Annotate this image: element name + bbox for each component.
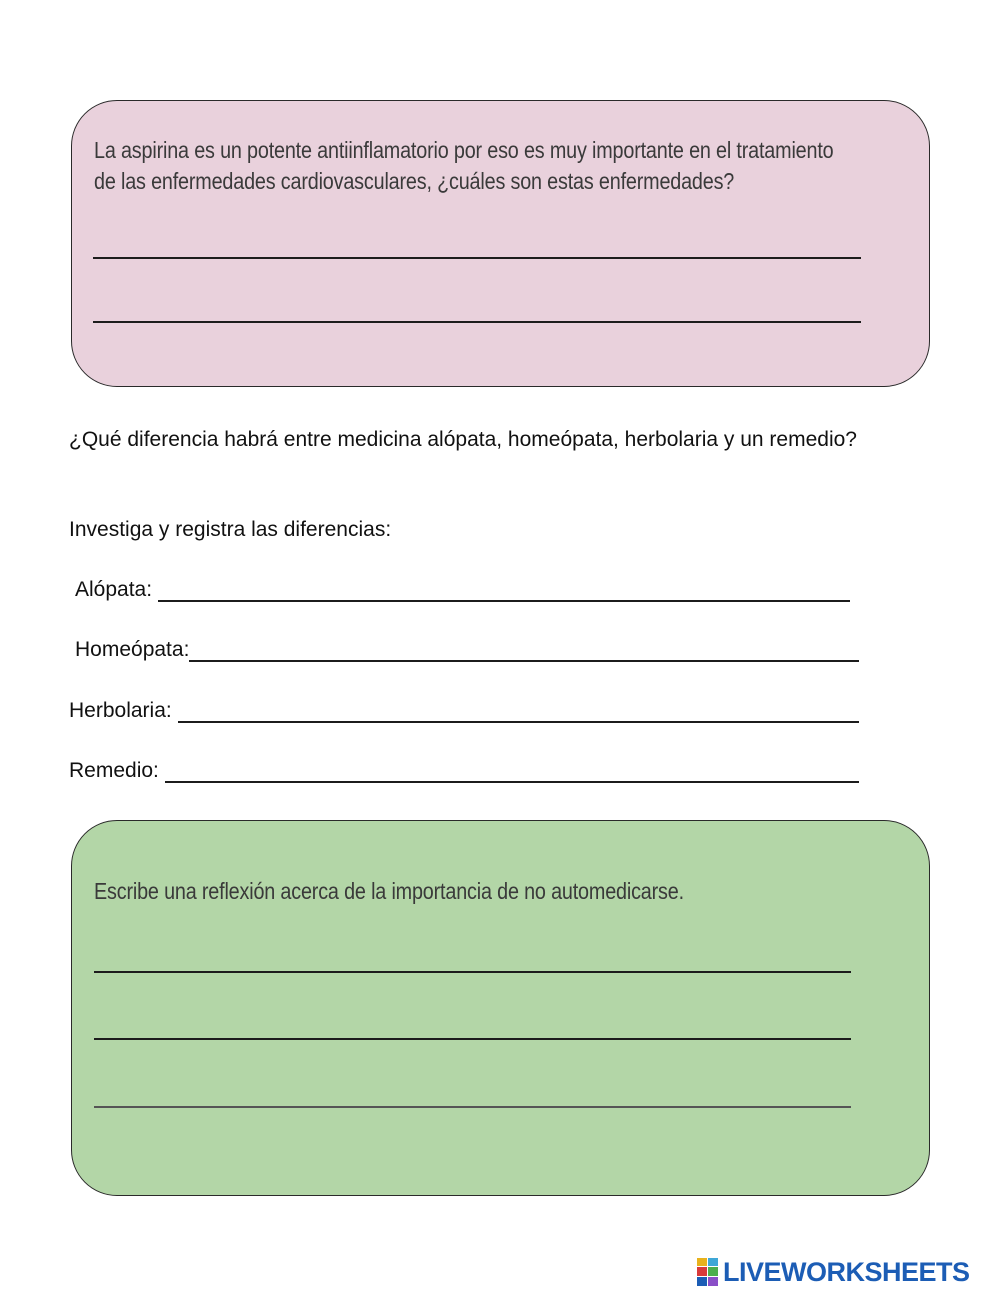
field-label: Alópata:: [75, 578, 153, 601]
answer-line-1[interactable]: [94, 971, 851, 973]
self-medication-reflection-box: [71, 820, 930, 1196]
field-label: Homeópata:: [75, 638, 190, 661]
answer-line-3[interactable]: [94, 1106, 851, 1108]
field-label: Herbolaria:: [69, 699, 172, 722]
answer-line-2[interactable]: [94, 1038, 851, 1040]
answer-blank[interactable]: [189, 644, 859, 662]
field-homeopata[interactable]: [75, 638, 859, 662]
aspirin-question-text: La aspirina es un potente antiinflamatorio por eso es muy importante en el tratamiento de las enfermedades cardiovasculares, ¿cuáles son estas enfermedades?: [94, 137, 834, 194]
logo-blocks-icon: [697, 1258, 719, 1286]
answer-blank[interactable]: [178, 705, 859, 723]
liveworksheets-logo: [697, 1254, 970, 1290]
answer-blank[interactable]: [158, 584, 850, 602]
difference-question: ¿Qué diferencia habrá entre medicina alópata, homeópata, herbolaria y un remedio?: [69, 428, 857, 451]
reflection-prompt: Escribe una reflexión acerca de la importancia de no automedicarse.: [94, 878, 684, 904]
field-label: Remedio:: [69, 759, 159, 782]
field-remedio[interactable]: [69, 759, 859, 783]
brand-name: LIVEWORKSHEETS: [723, 1256, 970, 1287]
instruction-text: Investiga y registra las diferencias:: [69, 518, 392, 541]
answer-line-2[interactable]: [93, 321, 861, 323]
field-herbolaria[interactable]: [69, 699, 859, 723]
aspirin-question-box: [71, 100, 930, 387]
answer-blank[interactable]: [165, 765, 859, 783]
answer-line-1[interactable]: [93, 257, 861, 259]
field-alopata[interactable]: [75, 578, 850, 602]
